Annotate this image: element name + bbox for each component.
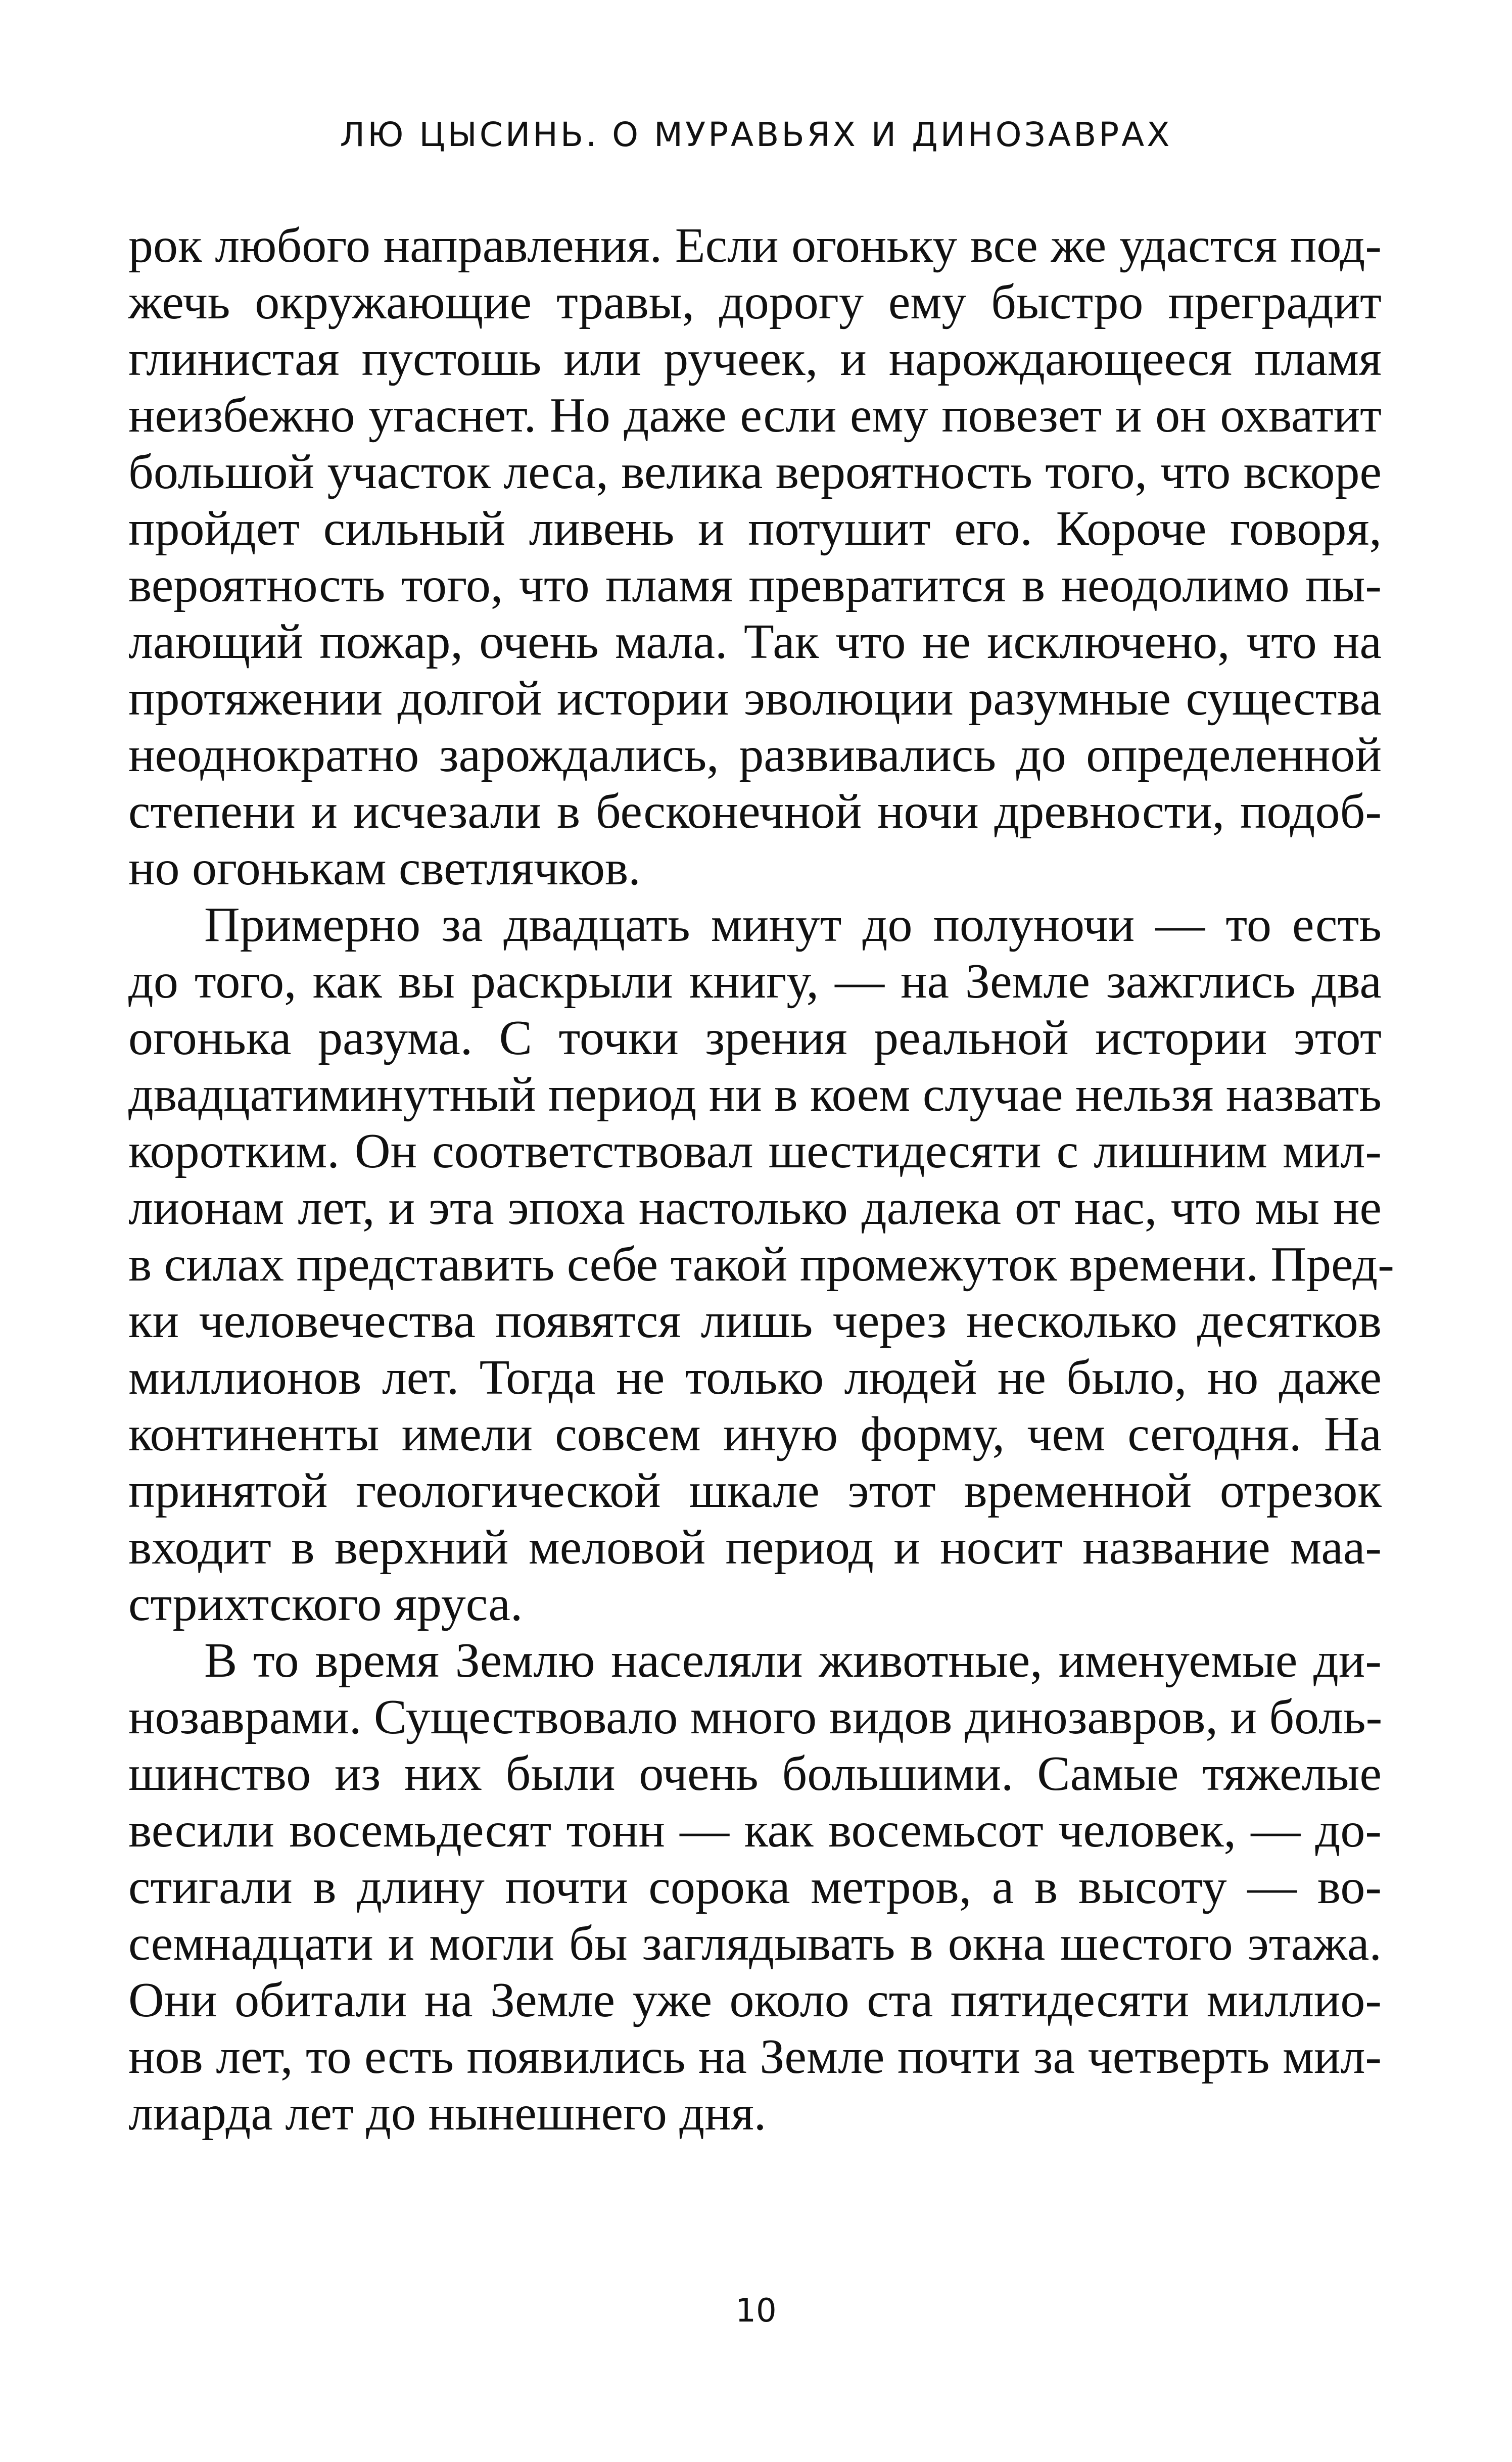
- paragraph-1: [128, 217, 1382, 896]
- text-line: глинистая пустошь или ручеек, и нарождающееся пламя: [128, 332, 1382, 386]
- text-line: входит в верхний меловой период и носит название маа-: [128, 1520, 1382, 1575]
- text-line: вероятность того, что пламя превратится в неодолимо пы-: [128, 558, 1382, 612]
- running-head: ЛЮ ЦЫСИНЬ. О МУРАВЬЯХ И ДИНОЗАВРАХ: [340, 115, 1172, 154]
- text-line: семнадцати и могли бы заглядывать в окна шестого этажа.: [128, 1916, 1382, 1971]
- text-line: принятой геологической шкале этот временной отрезок: [128, 1463, 1382, 1518]
- text-line: стрихтского яруса.: [128, 1577, 523, 1631]
- text-line: континенты имели совсем иную форму, чем сегодня. На: [128, 1407, 1382, 1461]
- text-line: жечь окружающие травы, дорогу ему быстро преградит: [128, 275, 1382, 329]
- text-line: Примерно за двадцать минут до полуночи — то есть: [204, 897, 1382, 952]
- text-line: но огонькам светлячков.: [128, 841, 641, 895]
- paragraph-2: [128, 896, 1394, 1632]
- text-line: ки человечества появятся лишь через несколько десятков: [128, 1294, 1382, 1348]
- text-line: шинство из них были очень большими. Самые тяжелые: [128, 1746, 1382, 1801]
- text-line: неоднократно зарождались, развивались до определенной: [128, 728, 1382, 782]
- text-line: коротким. Он соответствовал шестидесяти с лишним мил-: [128, 1124, 1382, 1178]
- text-line: нозаврами. Существовало много видов динозавров, и боль-: [128, 1690, 1383, 1744]
- text-line: лиарда лет до нынешнего дня.: [128, 2086, 767, 2141]
- text-line: огонька разума. С точки зрения реальной истории этот: [128, 1011, 1382, 1065]
- text-line: В то время Землю населяли животные, именуемые ди-: [204, 1633, 1382, 1688]
- text-line: миллионов лет. Тогда не только людей не было, но даже: [128, 1350, 1382, 1405]
- text-line: рок любого направления. Если огоньку все же удастся под-: [128, 218, 1382, 273]
- text-line: лионам лет, и эта эпоха настолько далека от нас, что мы не: [128, 1180, 1382, 1235]
- text-line: стигали в длину почти сорока метров, а в высоту — во-: [128, 1860, 1382, 1914]
- paragraph-3: [128, 1632, 1382, 2142]
- text-line: весили восемьдесят тонн — как восемьсот человек, — до-: [128, 1803, 1382, 1858]
- text-line: двадцатиминутный период ни в коем случае нельзя назвать: [128, 1067, 1382, 1122]
- text-line: до того, как вы раскрыли книгу, — на Земле зажглись два: [128, 954, 1382, 1009]
- text-line: пройдет сильный ливень и потушит его. Короче говоря,: [128, 501, 1382, 556]
- text-line: нов лет, то есть появились на Земле почти за четверть мил-: [128, 2029, 1382, 2084]
- body-text: [128, 217, 1394, 2142]
- text-line: лающий пожар, очень мала. Так что не исключено, что на: [128, 614, 1382, 669]
- text-line: в силах представить себе такой промежуток времени. Пред-: [128, 1237, 1394, 1292]
- text-line: степени и исчезали в бесконечной ночи древности, подоб-: [128, 784, 1382, 839]
- text-line: большой участок леса, велика вероятность того, что вскоре: [128, 445, 1382, 499]
- text-line: неизбежно угаснет. Но даже если ему повезет и он охватит: [128, 388, 1382, 443]
- text-line: протяжении долгой истории эволюции разумные существа: [128, 671, 1382, 726]
- text-line: Они обитали на Земле уже около ста пятидесяти миллио-: [128, 1973, 1382, 2027]
- page-number: 10: [735, 2292, 777, 2330]
